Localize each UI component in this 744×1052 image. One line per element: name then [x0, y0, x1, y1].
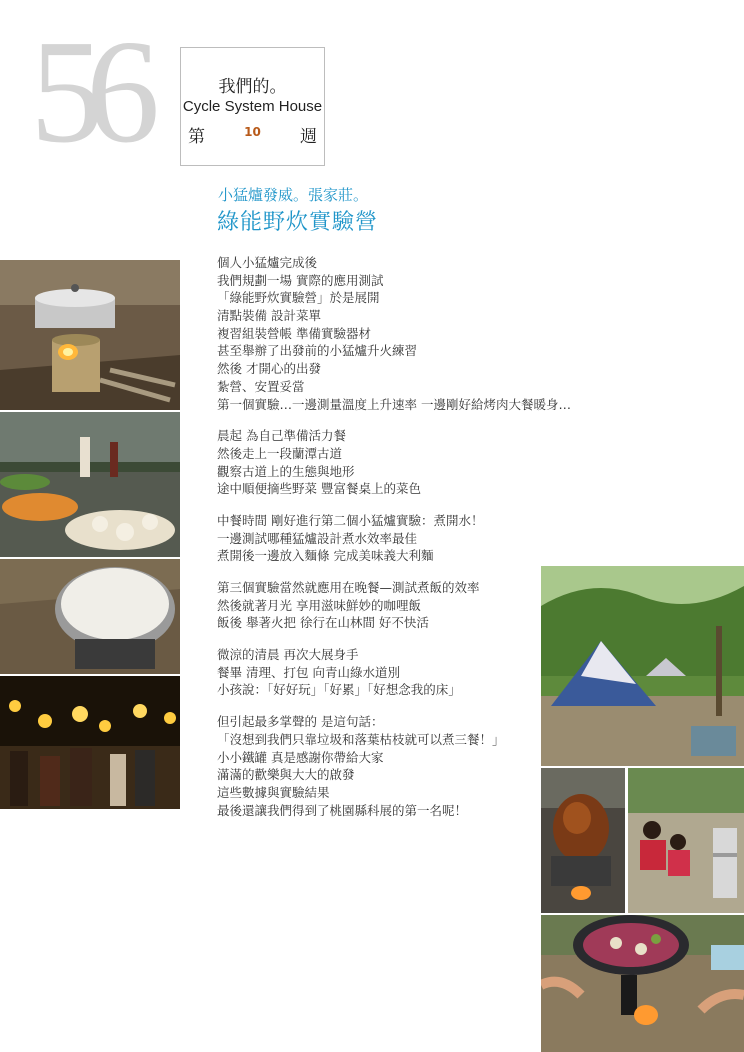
text-line: 甚至舉辦了出發前的小猛爐升火練習: [217, 343, 418, 359]
title-box: [180, 47, 325, 166]
paragraph: [217, 713, 537, 819]
text-line: 然後就著月光 享用滋味鮮妙的咖哩飯: [217, 597, 421, 613]
frying-pan-photo: [541, 915, 744, 1052]
text-line: 小孩說：「好好玩」「好累」「好想念我的床」: [217, 682, 461, 698]
title-line-2: Cycle System House: [182, 98, 323, 115]
roasted-chicken-photo: [541, 768, 625, 913]
text-line: 紮營、安置妥當: [217, 378, 305, 394]
text-line: 但引起最多掌聲的 是這句話：: [217, 714, 384, 730]
page-number: 56: [30, 10, 142, 174]
text-line: 第三個實驗當然就應用在晚餐—測試煮飯的效率: [217, 580, 480, 595]
vegetable-prep-photo: [0, 412, 180, 557]
text-line: 飯後 舉著火把 徐行在山林間 好不快活: [217, 615, 429, 631]
text-line: 途中順便摘些野菜 豐富餐桌上的菜色: [217, 481, 421, 497]
text-line: 第一個實驗…一邊測量溫度上升速率 一邊剛好給烤肉大餐暖身…: [217, 396, 571, 412]
campsite-tent-photo: [541, 566, 744, 766]
paragraph: [217, 579, 537, 632]
rice-pot-photo: [0, 559, 180, 674]
paragraph: [217, 512, 537, 565]
text-line: 觀察古道上的生態與地形: [217, 463, 355, 479]
children-stove-photo: [628, 768, 744, 913]
article-body: [217, 254, 571, 833]
article-subtitle: 小猛爐發威。張家莊。: [218, 186, 369, 204]
text-line: 然後 才開心的出發: [217, 361, 321, 377]
text-line: 「綠能野炊實驗營」於是展開: [217, 290, 380, 306]
text-line: 晨起 為自己準備活力餐: [217, 428, 346, 444]
paragraph: [217, 254, 571, 413]
week-prefix: 第: [188, 127, 205, 147]
text-line: 複習組裝營帳 準備實驗器材: [217, 325, 371, 341]
text-line: 一邊測試哪種猛爐設計煮水效率最佳: [217, 530, 418, 546]
text-line: 這些數據與實驗結果: [217, 784, 330, 800]
text-line: 滿滿的歡樂與大大的啟發: [217, 767, 355, 783]
paragraph: [217, 427, 537, 498]
text-line: 餐畢 清理、打包 向青山綠水道別: [217, 664, 400, 680]
week-number: 10: [244, 125, 261, 139]
text-line: 微涼的清晨 再次大展身手: [217, 647, 359, 663]
text-line: 煮開後一邊放入麵條 完成美味義大利麵: [217, 548, 434, 564]
torch-walk-photo: [0, 676, 180, 809]
text-line: 我們規劃一場 實際的應用測試: [217, 272, 384, 288]
text-line: 中餐時間 剛好進行第二個小猛爐實驗：煮開水！: [217, 512, 484, 528]
title-line-1: 我們的。: [218, 77, 287, 97]
text-line: 清點裝備 設計菜單: [217, 308, 321, 324]
paragraph: [217, 646, 537, 699]
stove-pot-photo: [0, 260, 180, 410]
text-line: 最後還讓我們得到了桃園縣科展的第一名呢！: [217, 802, 468, 818]
text-line: 個人小猛爐完成後: [217, 255, 318, 270]
text-line: 「沒想到我們只靠垃圾和落葉枯枝就可以煮三餐！」: [217, 731, 505, 747]
article-heading: 綠能野炊實驗營: [217, 210, 379, 235]
week-suffix: 週: [300, 127, 317, 147]
text-line: 小小鐵罐 真是感謝你帶給大家: [217, 749, 384, 765]
text-line: 然後走上一段蘭潭古道: [217, 445, 343, 461]
